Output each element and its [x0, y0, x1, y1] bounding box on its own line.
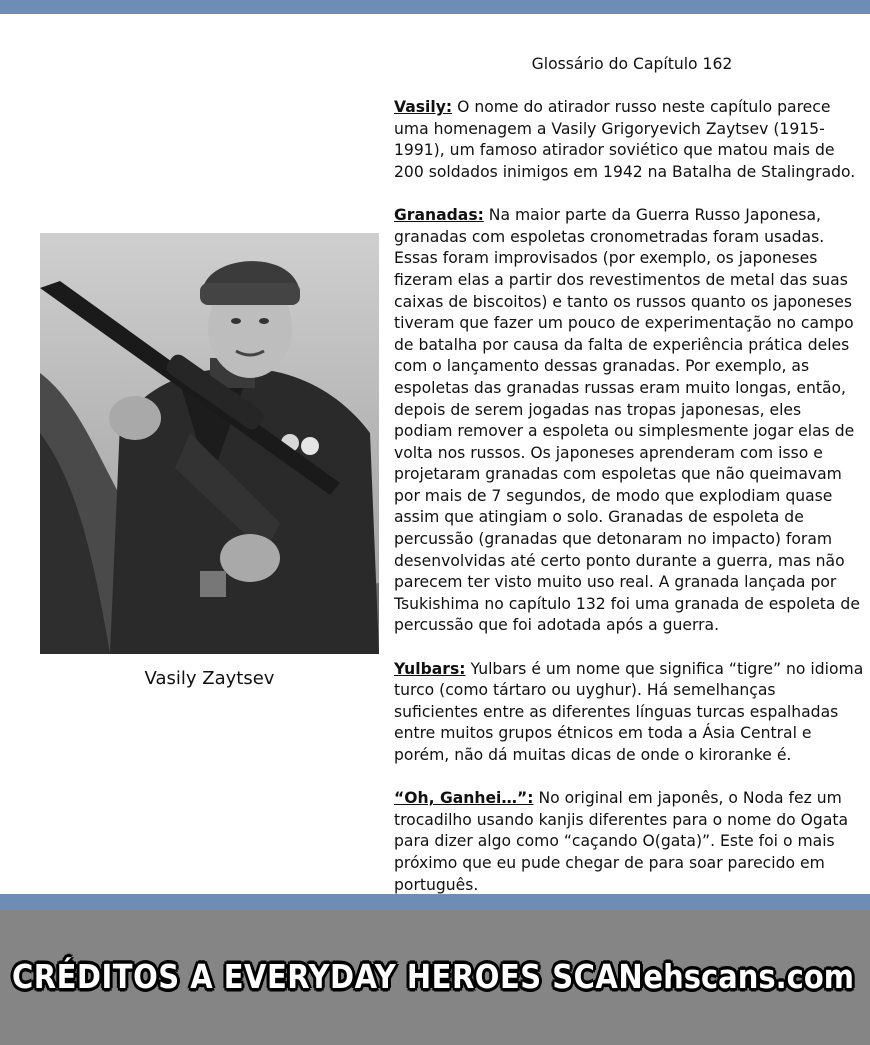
glossary-definition: No original em japonês, o Noda fez um trocadilho usando kanjis diferentes para o nome do Ogata para dizer algo como “caçando O(gata)”. Este foi o mais próximo que eu pude chegar de para soar parecido em português.: [394, 789, 849, 894]
glossary-definition: O nome do atirador russo neste capítulo parece uma homenagem a Vasily Grigoryevich Zaytsev (1915-1991), um famoso atirador soviético que matou mais de 200 soldados inimigos em 1942 na Batalha de Stalingrado.: [394, 98, 856, 181]
photo-caption: Vasily Zaytsev: [144, 668, 275, 689]
glossary-definition: Na maior parte da Guerra Russo Japonesa, granadas com espoletas cronometradas foram usadas. Essas foram improvisados (por exemplo, os japoneses fizeram elas a partir dos revestimentos de metal das suas caixas de biscoitos) e tanto os russos quanto os japoneses tiveram que fazer um pouco de experimentação no campo de batalha por causa da falta de experiência prática deles com o lançamento dessas granadas. Por exemplo, as espoletas das granadas russas eram muito longas, então, depois de serem jogadas nas tropas japonesas, eles podiam remover a espoleta ou simplesmente jogar elas de volta nos russos. Os japoneses aprenderam com isso e projetaram granadas com espoletas que não queimavam por mais de 7 segundos, de modo que explodiam quase assim que atingiam o solo. Granadas de espoleta de percussão (granadas que detonaram no impacto) foram desenvolvidas até certo ponto durante a guerra, mas não parecem ter visto muito uso real. A granada lançada por Tsukishima no capítulo 132 foi uma granada de espoleta de percussão que foi adotada após a guerra.: [394, 206, 860, 635]
footer-stripe: [0, 894, 870, 910]
glossary-term: “Oh, Ganhei…”:: [394, 789, 534, 808]
glossary-definition: Yulbars é um nome que significa “tigre” no idioma turco (como tártaro ou uyghur). Há semelhanças suficientes entre as diferentes línguas turcas espalhadas entre muitos grupos étnicos em toda a Ásia Central e porém, não dá muitas dicas de onde o kiroranke é.: [394, 659, 864, 764]
glossary-term: Vasily:: [394, 98, 453, 117]
site-link[interactable]: ehscans.com: [643, 957, 854, 997]
glossary-entry-granadas: [394, 205, 864, 637]
glossary-term: Yulbars:: [394, 659, 466, 678]
top-bar: [0, 0, 870, 14]
glossary-entry-yulbars: [394, 659, 864, 767]
glossary-title: Glossário do Capítulo 162: [531, 55, 733, 73]
glossary-content: [394, 54, 864, 918]
glossary-term: Granadas:: [394, 206, 484, 225]
portrait-illustration: [40, 233, 379, 654]
portrait-photo: [40, 233, 379, 654]
glossary-entry-vasily: [394, 97, 864, 183]
credits-text: CRÉDITOS A EVERYDAY HEROES SCAN: [12, 957, 644, 997]
glossary-entry-oh-ganhei: [394, 788, 864, 896]
